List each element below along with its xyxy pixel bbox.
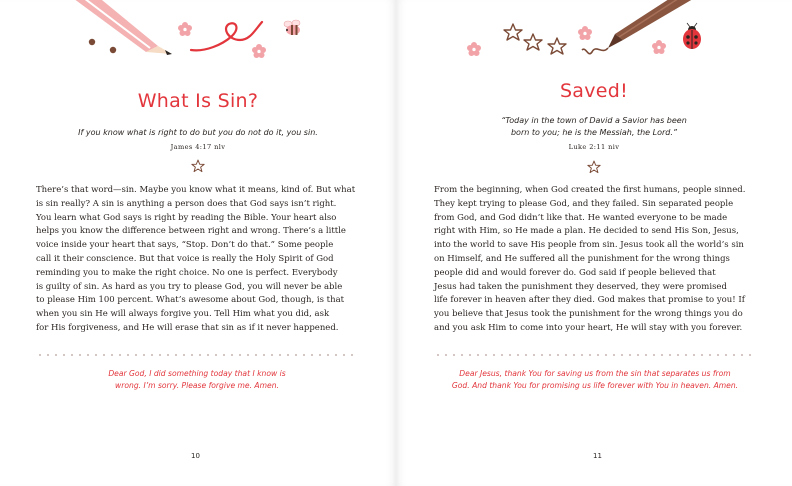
body-line: and you ask Him to come into your heart, He will stay with you forever. xyxy=(434,322,743,333)
body-line: right with Him, so He made a plan. He decided to send His Son, Jesus, xyxy=(434,226,739,237)
prayer-text xyxy=(36,368,358,391)
body-text xyxy=(36,184,358,336)
star-icon xyxy=(504,24,522,40)
star-icon xyxy=(548,38,566,54)
page-title: Saved! xyxy=(559,80,629,102)
body-line: when you sin He will always forgive you. Tell Him what you did, ask xyxy=(36,309,330,320)
flower-icon xyxy=(252,44,266,58)
body-line: You learn what God says is right by reading the Bible. Your heart also xyxy=(36,212,337,223)
dot-icon xyxy=(110,47,116,53)
ladybug-icon xyxy=(683,23,701,49)
page-number: 10 xyxy=(191,452,200,460)
right-page xyxy=(396,0,792,486)
body-line: for His forgiveness, and He will erase that sin as if it never happened. xyxy=(36,322,339,333)
body-line: Jesus had taken the punishment they deserved, they were promised xyxy=(434,281,727,292)
scripture-verse: If you know what is right to do but you do not do it, you sin. xyxy=(78,128,318,137)
dot-icon xyxy=(89,39,95,45)
body-line: is guilty of sin. As hard as you try to please God, you will never be able xyxy=(36,281,343,292)
prayer-line: Dear God, I did something today that I know is xyxy=(108,369,286,378)
body-line: on Himself, and He suffered all the punishment for the wrong things xyxy=(434,253,730,264)
squiggle-icon xyxy=(582,48,608,54)
page-number: 11 xyxy=(593,452,602,460)
body-line: life forever in heaven after they died. God makes that promise to you! If xyxy=(434,295,745,306)
prayer-text xyxy=(426,368,764,391)
prayer-line: Dear Jesus, thank You for saving us from the sin that separates us from xyxy=(459,369,731,378)
body-line: There’s that word—sin. Maybe you know what it means, kind of. But what xyxy=(36,185,356,195)
body-line: into the world to save His people from sin. Jesus took all the world’s sin xyxy=(434,240,744,251)
body-line: from God, and God didn’t like that. He wanted everyone to be made xyxy=(434,212,728,223)
scripture-reference: James 4:17 nlv xyxy=(170,143,226,151)
body-line: reminding you to make the right choice. No one is perfect. Everybody xyxy=(36,267,338,278)
body-line: helps you know the difference between right and wrong. There’s a little xyxy=(36,226,346,237)
pen-icon xyxy=(582,0,698,54)
right-header-decoration xyxy=(396,0,792,75)
flower-icon xyxy=(652,40,666,54)
dotted-divider xyxy=(434,353,756,357)
flower-icon xyxy=(578,26,592,40)
dotted-divider xyxy=(36,353,358,357)
body-line: call it their conscience. But that voice is really the Holy Spirit of God xyxy=(36,253,334,264)
verse-line: “Today in the town of David a Savior has been xyxy=(501,116,687,125)
body-line: From the beginning, when God created the first humans, people sinned. xyxy=(434,185,746,195)
bee-icon xyxy=(284,20,300,35)
body-text xyxy=(434,184,756,336)
scripture-reference: Luke 2:11 niv xyxy=(568,143,620,151)
page-title: What Is Sin? xyxy=(137,90,259,112)
body-line: people did and would forever do. God said if people believed that xyxy=(434,267,716,278)
left-header-decoration xyxy=(0,0,396,75)
prayer-line: God. And thank You for promising us life forever with You in heaven. Amen. xyxy=(451,380,739,390)
star-icon xyxy=(587,160,601,174)
body-line: you believe that Jesus took the punishment for the wrong things you do xyxy=(434,309,743,320)
prayer-line: wrong. I’m sorry. Please forgive me. Amen. xyxy=(115,380,279,390)
pencil-icon xyxy=(62,0,172,55)
body-line: They kept trying to please God, and they failed. Sin separated people xyxy=(434,198,734,209)
flower-icon xyxy=(178,22,192,36)
body-line: to please Him 100 percent. What’s awesome about God, though, is that xyxy=(36,295,345,306)
scripture-verse xyxy=(436,115,752,139)
swirl-icon xyxy=(191,22,262,50)
star-icon xyxy=(191,159,205,173)
verse-line: born to you; he is the Messiah, the Lord.” xyxy=(510,128,678,137)
star-icon xyxy=(524,34,542,50)
body-line: voice inside your heart that says, “Stop. Don’t do that.” Some people xyxy=(36,240,334,251)
flower-icon xyxy=(467,42,481,56)
body-line: is sin really? A sin is anything a person does that God says isn’t right. xyxy=(36,198,337,209)
